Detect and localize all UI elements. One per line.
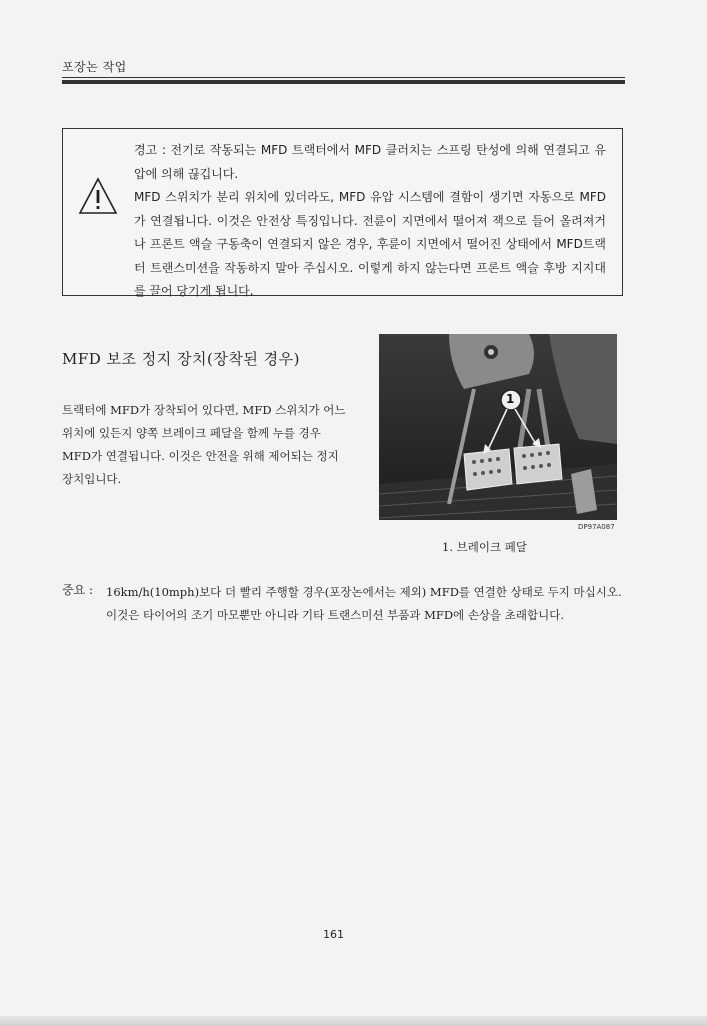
photo-code: DP97A087 [578, 523, 615, 531]
header-rule [62, 77, 625, 78]
figure-caption: 1. 브레이크 페달 [442, 540, 527, 554]
warning-triangle-icon [78, 177, 118, 215]
warning-paragraph-1: 경고 : 전기로 작동되는 MFD 트랙터에서 MFD 클러치는 스프링 탄성에 의해 연결되고 유압에 의해 끊깁니다. [134, 143, 606, 181]
warning-text [134, 139, 606, 304]
running-header: 포장논 작업 [62, 60, 127, 74]
warning-box [62, 128, 623, 296]
important-text: 16km/h(10mph)보다 더 빨리 주행할 경우(포장논에서는 제외) MFD를 연결한 상태로 두지 마십시오. 이것은 타이어의 조기 마모뿐만 아니라 기타 트랜스미션 부품과 MFD에 손상을 초래합니다. [106, 585, 622, 622]
scan-edge [0, 1016, 707, 1026]
section-body: 트랙터에 MFD가 장착되어 있다면, MFD 스위치가 어느 위치에 있든지 양쪽 브레이크 페달을 함께 누를 경우 MFD가 연결됩니다. 이것은 안전을 위해 제어되는 정지 장치입니다. [62, 403, 346, 486]
warning-paragraph-2: MFD 스위치가 분리 위치에 있더라도, MFD 유압 시스템에 결함이 생기면 자동으로 MFD가 연결됩니다. 이것은 안전상 특징입니다. 전륜이 지면에서 떨어져 잭으로 들어 올려져거나 프론트 액슬 구동축이 연결되지 않은 경우, 후륜이 지면에서 떨어진 상태에서 MFD트랙터 트랜스미션을 작동하지 말아 주십시오. 이렇게 하지 않는다면 프론트 액슬 후방 지지대를 끌어 당기게 됩니다. [134, 190, 606, 298]
important-label: 중요 : [62, 583, 94, 597]
photo-callout-number: 1 [506, 392, 515, 406]
page-number: 161 [323, 928, 344, 941]
brake-pedal-illustration [379, 334, 617, 520]
section-title: MFD 보조 정지 장치(장착된 경우) [62, 350, 300, 368]
header-rule-thick [62, 80, 625, 84]
brake-pedal-photo [379, 334, 617, 520]
